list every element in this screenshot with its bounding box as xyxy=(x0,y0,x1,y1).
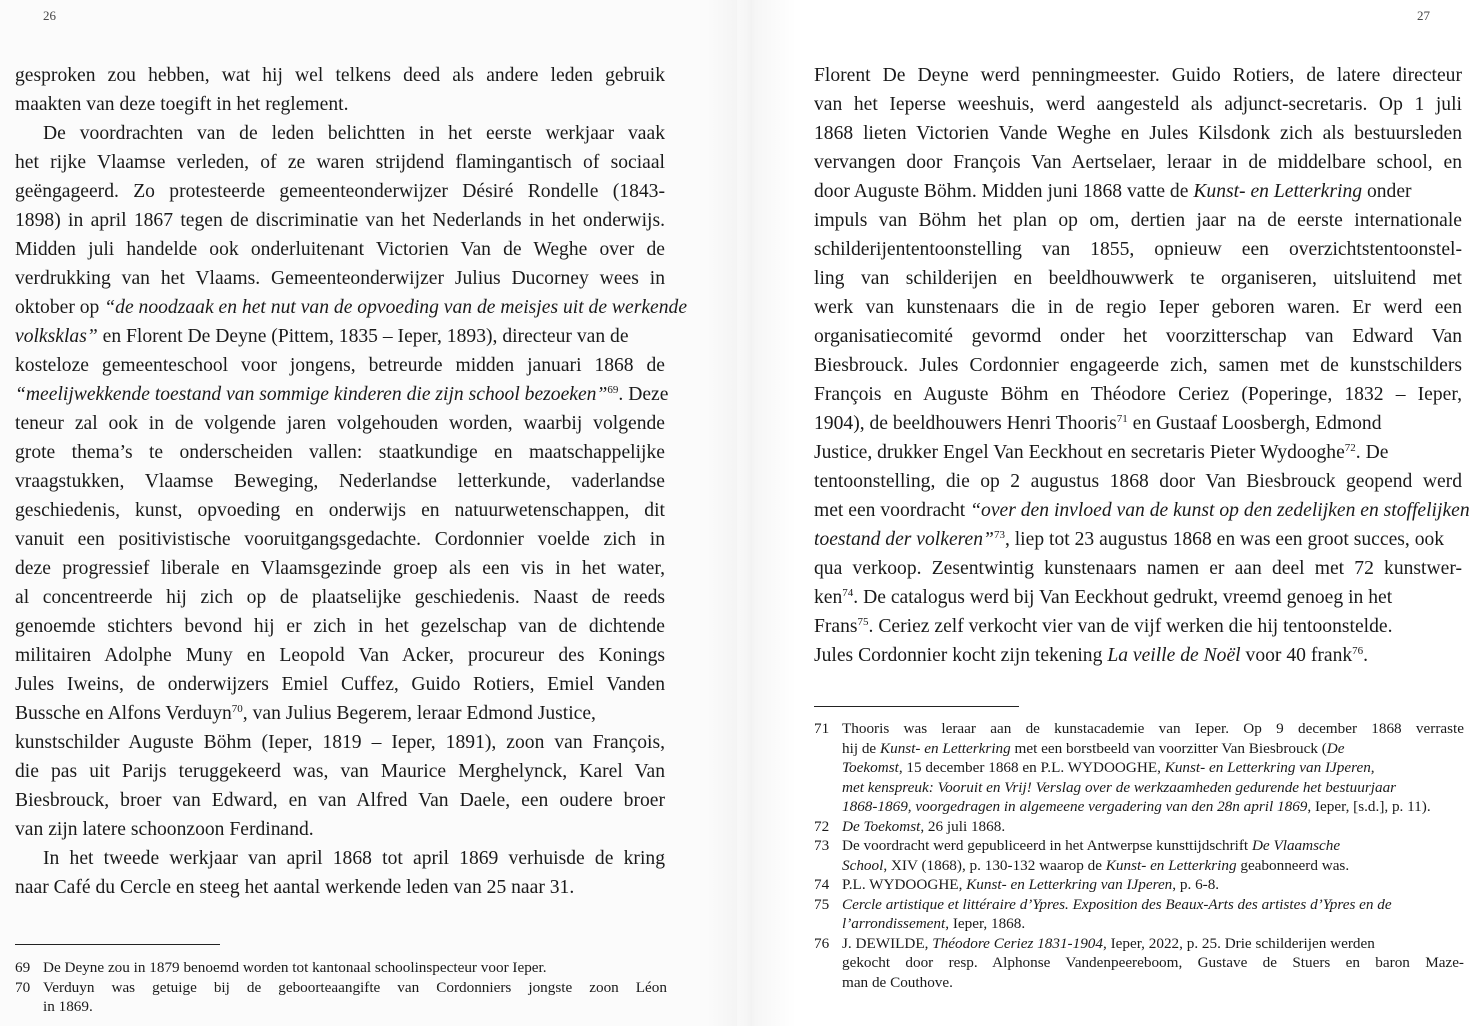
footnote-line: in 1869. xyxy=(43,998,93,1015)
text-line: naar Café du Cercle en steeg het aantal werkende leden van 25 naar 31. xyxy=(15,877,575,898)
text-line: 1868 lieten Victorien Vande Weghe en Jules Kilsdonk zich als bestuursleden xyxy=(814,123,1462,144)
text-run: , 15 december 1868 en P.L. WYDOOGHE, xyxy=(898,759,1165,776)
footnote-ref[interactable]: 76 xyxy=(1352,645,1364,657)
text-line: kosteloze gemeenteschool voor jongens, betreurde midden januari 1868 de xyxy=(15,355,665,376)
text-line: vanuit een positivistische vooruitgangsgedachte. Cordonnier voelde zich in xyxy=(15,529,665,550)
footnote-text xyxy=(842,875,1464,895)
text-line: De voordrachten van de leden belichtten in het eerste werkjaar vaak xyxy=(43,123,665,144)
title-italic: Toekomst xyxy=(842,759,899,776)
text-line xyxy=(814,409,1462,438)
text-run: , van Julius Begerem, leraar Edmond Justice, xyxy=(242,703,596,724)
footnote-line xyxy=(842,836,1464,856)
text-line: geschiedenis, kunst, opvoeding en onderwijs en natuurwetenschappen, dit xyxy=(15,500,665,521)
footnote-number: 75 xyxy=(814,895,830,913)
text-line: gesproken zou hebben, wat hij wel telkens deed als andere leden gebruik xyxy=(15,65,665,86)
title-italic: met kenspreuk: Vooruit en Vrij! Verslag over de werkzaamheden gedurende het bestuurjaar xyxy=(842,778,1397,796)
title-italic: Théodore Ceriez 1831-1904 xyxy=(932,934,1103,952)
footnote-line: Verduyn was getuige bij de geboorteaangifte van Cordonniers jongste zoon Léon xyxy=(43,978,667,996)
footnote-number: 70 xyxy=(15,978,31,996)
text-run: Jules Cordonnier kocht zijn tekening xyxy=(814,645,1108,666)
right-body-text xyxy=(814,61,1470,670)
text-line: ling van schilderijen en beeldhouwwerk te organiseren, uitsluitend met xyxy=(814,268,1462,289)
text-run: , liep tot 23 augustus 1868 en was een groot succes, ook xyxy=(1004,529,1445,550)
title-italic: Kunst- en Letterkring van IJperen, xyxy=(1164,759,1375,776)
text-run: , Ieper, 1868. xyxy=(945,915,1026,932)
footnote xyxy=(814,836,1464,875)
text-run: oktober op xyxy=(15,297,105,318)
text-run: Justice, drukker Engel Van Eeckhout en secretaris Pieter Wydooghe xyxy=(814,442,1345,463)
footnote-line: gekocht door resp. Alphonse Vandenpeereboom, Gustave de Stuers en baron Maze- xyxy=(842,954,1464,971)
title-italic: Kunst- en Letterkring van IJperen xyxy=(966,876,1173,893)
footnote-line xyxy=(842,797,1464,817)
footnote-number: 76 xyxy=(814,934,830,952)
title-italic: Cercle artistique et littéraire d’Ypres. Exposition des Beaux-Arts des artistes d’Ypres en de xyxy=(842,895,1392,913)
title-italic: Kunst- en Letterkring xyxy=(1193,181,1363,202)
text-line xyxy=(814,612,1462,641)
text-run: onder xyxy=(1362,181,1412,202)
text-run: Bussche en Alfons Verduyn xyxy=(15,703,232,724)
text-line: qua verkoop. Zesentwintig kunstenaars namen er aan deel met 72 kunstwer- xyxy=(814,558,1462,579)
text-line: Jules Iweins, de onderwijzers Emiel Cuffez, Guido Rotiers, Emiel Vanden xyxy=(15,674,665,695)
footnote-ref[interactable]: 74 xyxy=(842,587,854,599)
text-line: Midden juli handelde ook onderluitenant Victorien Van de Weghe over de xyxy=(15,239,665,260)
title-italic: La veille de Noël xyxy=(1107,645,1241,666)
page-number-right: 27 xyxy=(1417,8,1430,23)
footnote-text xyxy=(842,817,1464,837)
footnote xyxy=(15,978,667,1017)
text-line xyxy=(15,380,669,409)
text-line xyxy=(814,177,1462,206)
text-run: geabonneerd was. xyxy=(1236,856,1350,874)
title-italic: 1868-1869, voorgedragen in algemeene vergadering van den 28n april 1869 xyxy=(842,798,1308,815)
footnote-text xyxy=(842,836,1464,875)
footnote-separator xyxy=(15,944,220,945)
text-line: verdrukking van het Vlaams. Gemeenteonderwijzer Julius Ducorney wees in xyxy=(15,268,665,289)
text-line: impuls van Böhm het plan op om, dertien jaar na de eerste internationale xyxy=(814,210,1462,231)
text-line xyxy=(814,583,1462,612)
text-line: vervangen door François Van Aertselaer, leraar in de middelbare school, en xyxy=(814,152,1462,173)
text-line: vraagstukken, Vlaamse Beweging, Nederlandse letterkunde, vaderlandse xyxy=(15,471,665,492)
text-line: kunstschilder Auguste Böhm (Ieper, 1819 – Ieper, 1891), zoon van François, xyxy=(15,732,665,753)
text-run: , Ieper, 2022, p. 25. Drie schilderijen werden xyxy=(1102,934,1375,952)
text-line: militairen Adolphe Muny en Leopold Van Acker, procureur des Konings xyxy=(15,645,665,666)
text-run: hij de xyxy=(842,739,880,757)
left-body-text xyxy=(15,61,688,902)
quotation: volksklas” xyxy=(15,326,98,347)
text-line: al concentreerde hij zich op de plaatselijke geschiedenis. Naast de reeds xyxy=(15,587,665,608)
title-italic: Kunst- en Letterkring xyxy=(879,739,1011,757)
text-line xyxy=(814,438,1462,467)
text-run: . De catalogus werd bij Van Eeckhout gedrukt, vreemd genoeg in het xyxy=(853,587,1393,608)
text-run: , XIV (1868), p. 130-132 waarop de xyxy=(883,856,1106,874)
text-run: . xyxy=(1363,645,1369,666)
footnote-ref[interactable]: 71 xyxy=(1116,413,1128,425)
footnote xyxy=(814,875,1464,895)
footnote-line xyxy=(842,856,1464,876)
footnote-line xyxy=(842,875,1464,895)
footnote xyxy=(15,958,667,978)
text-line: het rijke Vlaamse verleden, of ze waren strijdend flamingantisch of sociaal xyxy=(15,152,665,173)
footnote xyxy=(814,895,1464,934)
text-line: Biesbrouck. Jules Cordonnier engageerde zich, samen met de kunstschilders xyxy=(814,355,1462,376)
text-line xyxy=(814,641,1462,670)
text-line: van het Ieperse weeshuis, werd aangesteld als adjunct-secretaris. Op 1 juli xyxy=(814,94,1462,115)
text-line: organisatiecomité gevormd onder het voorzitterschap van Edward Van xyxy=(814,326,1462,347)
footnote-ref[interactable]: 73 xyxy=(993,529,1005,541)
footnote xyxy=(814,817,1464,837)
text-run: , Ieper, [s.d.], p. 11). xyxy=(1307,798,1431,815)
text-run: met een borstbeeld van voorzitter Van Biesbrouck ( xyxy=(1010,739,1327,757)
footnote-line xyxy=(842,817,1464,837)
footnote-line xyxy=(842,895,1464,915)
footnote-text xyxy=(43,978,667,1017)
right-footnotes xyxy=(814,719,1464,992)
text-line xyxy=(15,293,688,322)
footnote-text xyxy=(842,719,1464,817)
footnote-line xyxy=(842,934,1464,954)
quotation: “de noodzaak en het nut van de opvoeding van de meisjes uit de werkende xyxy=(104,297,688,318)
text-line: Biesbrouck, broer van Edward, en van Alfred Van Daele, een oudere broer xyxy=(15,790,665,811)
text-line xyxy=(15,322,665,351)
footnote-line xyxy=(842,758,1464,778)
text-run: voor 40 frank xyxy=(1240,645,1353,666)
text-line: In het tweede werkjaar van april 1868 tot april 1869 verhuisde de kring xyxy=(43,848,665,869)
text-line: tentoonstelling, die op 2 augustus 1868 door Van Biesbrouck geopend werd xyxy=(814,471,1462,492)
text-line xyxy=(15,699,665,728)
text-line xyxy=(814,496,1470,525)
footnote-separator xyxy=(814,706,1019,707)
footnote-number: 73 xyxy=(814,837,830,854)
text-run: . Ceriez zelf verkocht vier van de vijf werken die hij tentoonstelde. xyxy=(868,616,1393,637)
title-italic: De Toekomst xyxy=(842,817,921,835)
text-line: schilderijententoonstelling van 1855, opnieuw een overzichtstentoonstel- xyxy=(814,239,1462,260)
text-line: 1898) in april 1867 tegen de discriminatie van het Nederlands in het onderwijs. xyxy=(15,210,665,231)
text-run: . Deze xyxy=(618,384,669,405)
footnote-text xyxy=(43,958,667,978)
text-line: genoemde stichters bevond hij er zich in het gezelschap van de dichtende xyxy=(15,616,665,637)
text-run: Frans xyxy=(814,616,858,637)
footnote-number: 72 xyxy=(814,817,830,835)
text-run: en Gustaaf Loosbergh, Edmond xyxy=(1127,413,1382,434)
text-run: door Auguste Böhm. Midden juni 1868 vatte de xyxy=(814,181,1194,202)
footnote-line xyxy=(842,778,1464,798)
quotation: “meelijwekkende toestand van sommige kinderen die zijn school bezoeken” xyxy=(15,384,608,405)
footnote-ref[interactable]: 75 xyxy=(857,616,869,628)
title-italic: School xyxy=(842,856,884,874)
footnote-line: De Deyne zou in 1879 benoemd worden tot kantonaal schoolinspecteur voor Ieper. xyxy=(43,959,547,976)
text-run: . De xyxy=(1355,442,1389,463)
text-line xyxy=(814,525,1462,554)
title-italic: Kunst- en Letterkring xyxy=(1105,856,1237,874)
title-italic: l’arrondissement xyxy=(842,915,946,932)
text-run: J. DEWILDE, xyxy=(842,934,933,952)
text-line: maakten van deze toegift in het reglement. xyxy=(15,94,349,115)
text-run: De voordracht werd gepubliceerd in het Antwerpse kunsttijdschrift xyxy=(842,837,1252,854)
footnote-number: 74 xyxy=(814,876,830,893)
text-run: , p. 6-8. xyxy=(1172,876,1220,893)
text-line: geëngageerd. Zo protesteerde gemeenteonderwijzer Désiré Rondelle (1843- xyxy=(15,181,665,202)
text-run: en Florent De Deyne (Pittem, 1835 – Ieper, 1893), directeur van de xyxy=(97,326,629,347)
footnote-line xyxy=(842,914,1464,934)
footnote xyxy=(814,719,1464,817)
text-line: teneur zal ook in de volgende jaren volgehouden worden, waarbij volgende xyxy=(15,413,665,434)
quotation: toestand der volkeren” xyxy=(814,529,994,550)
text-run: , 26 juli 1868. xyxy=(920,817,1006,835)
title-italic: De xyxy=(1326,739,1345,757)
text-run: ken xyxy=(814,587,843,608)
title-italic: De Vlaamsche xyxy=(1251,837,1341,854)
footnote-number: 69 xyxy=(15,959,31,976)
footnote-line xyxy=(842,739,1464,759)
text-line: van zijn latere schoonzoon Ferdinand. xyxy=(15,819,314,840)
footnote-ref[interactable]: 72 xyxy=(1344,442,1356,454)
book-gutter xyxy=(706,0,796,1026)
text-line: werk van kunstenaars die in de regio Ieper geboren waren. Er werd een xyxy=(814,297,1462,318)
quotation: “over den invloed van de kunst op den zedelijken en stoffelijken xyxy=(970,500,1470,521)
text-run: 1904), de beeldhouwers Henri Thooris xyxy=(814,413,1117,434)
text-line: die pas uit Parijs teruggekeerd was, van Maurice Merghelynck, Karel Van xyxy=(15,761,665,782)
footnote xyxy=(814,934,1464,993)
page-number-left: 26 xyxy=(43,8,56,23)
left-footnotes xyxy=(15,958,667,1017)
text-run: P.L. WYDOOGHE, xyxy=(842,876,967,893)
footnote-number: 71 xyxy=(814,720,830,737)
footnote-ref[interactable]: 69 xyxy=(607,384,619,396)
text-line: Florent De Deyne werd penningmeester. Guido Rotiers, de latere directeur xyxy=(814,65,1462,86)
text-line: François en Auguste Böhm en Théodore Ceriez (Poperinge, 1832 – Ieper, xyxy=(814,384,1462,405)
text-line: deze progressief liberale en Vlaamsgezinde groep als een vis in het water, xyxy=(15,558,665,579)
text-run: met een voordracht xyxy=(814,500,971,521)
text-line: grote thema’s te onderscheiden vallen: staatkundige en maatschappelijke xyxy=(15,442,665,463)
footnote-line: man de Couthove. xyxy=(842,973,953,991)
footnote-ref[interactable]: 70 xyxy=(231,703,243,715)
footnote-text xyxy=(842,934,1464,993)
footnote-line: Thooris was leraar aan de kunstacademie van Ieper. Op 9 december 1868 verraste xyxy=(842,720,1464,737)
footnote-text xyxy=(842,895,1464,934)
